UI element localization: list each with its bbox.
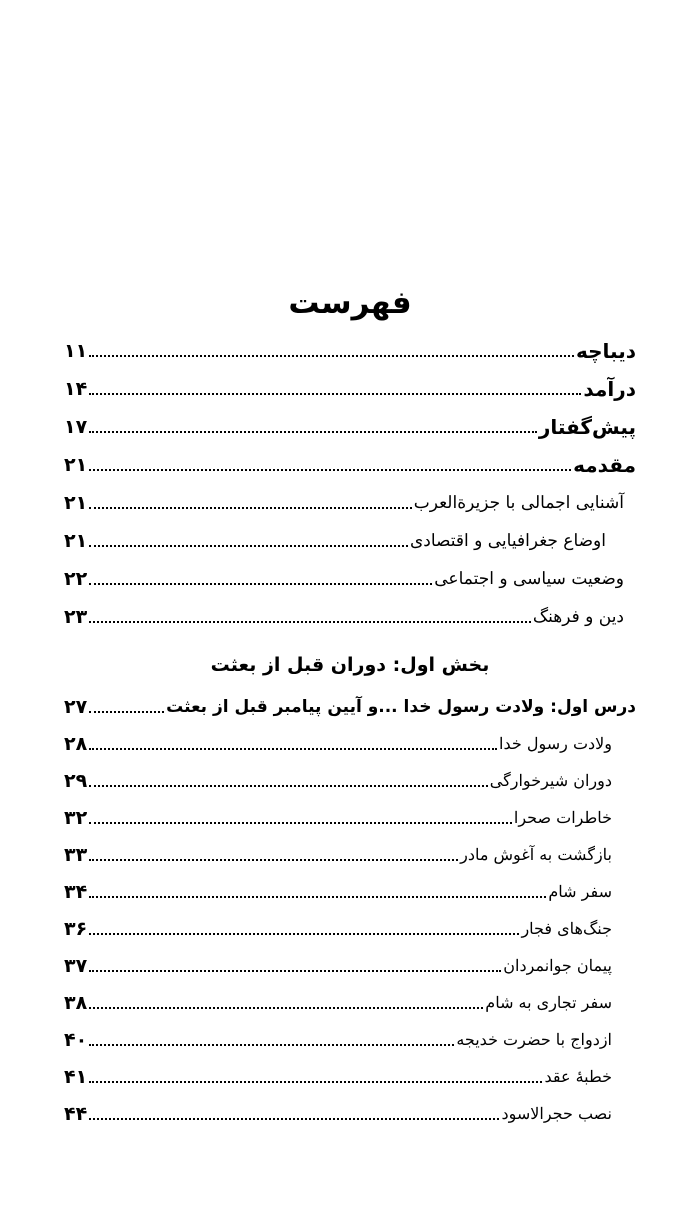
toc-entry-label: خاطرات صحرا <box>513 808 612 827</box>
leader-dots <box>89 431 537 433</box>
leader-dots <box>89 859 458 861</box>
toc-entry-page: ۲۱ <box>64 492 88 514</box>
toc-entry-label: دیباچه <box>576 339 636 363</box>
toc-subentry[interactable] <box>64 1097 636 1129</box>
leader-dots <box>89 933 519 935</box>
toc-entry-label: وضعیت سیاسی و اجتماعی <box>434 569 624 589</box>
toc-subentry[interactable] <box>64 600 636 632</box>
toc-entry-page: ۲۱ <box>64 454 88 476</box>
toc-entry-label: ولادت رسول خدا <box>499 734 612 753</box>
toc-entry-page: ۲۹ <box>64 770 88 792</box>
toc-subentry[interactable] <box>64 986 636 1018</box>
toc-entry-page: ۲۳ <box>64 606 88 628</box>
toc-entry-page: ۳۲ <box>64 807 88 829</box>
leader-dots <box>89 621 531 623</box>
toc-entry-page: ۳۴ <box>64 881 88 903</box>
leader-dots <box>89 1044 454 1046</box>
toc-entry-label: دین و فرهنگ <box>532 607 624 627</box>
toc-entry-page: ۱۷ <box>64 416 88 438</box>
toc-subentry[interactable] <box>64 875 636 907</box>
leader-dots <box>89 1118 499 1120</box>
toc-entry-label: درس اول: ولادت رسول خدا ...و آیین پیامبر قبل از بعثت <box>166 697 636 717</box>
toc-entry-label: سفر شام <box>548 882 612 901</box>
toc-subentry[interactable] <box>64 524 636 556</box>
toc-entry-label: بازگشت به آغوش مادر <box>460 845 612 864</box>
leader-dots <box>89 1007 483 1009</box>
page-title: فهرست <box>288 285 412 321</box>
toc-subentry[interactable] <box>64 912 636 944</box>
toc-entry-label: دوران شیرخوارگی <box>489 771 612 790</box>
toc-entry-prologue[interactable] <box>64 448 636 480</box>
leader-dots <box>89 748 497 750</box>
toc-subentry[interactable] <box>64 1060 636 1092</box>
toc-entry-page: ۱۱ <box>64 340 88 362</box>
toc-entry-page: ۱۴ <box>64 378 88 400</box>
toc-subentry[interactable] <box>64 562 636 594</box>
toc-entry-label: پیمان جوانمردان <box>503 956 612 975</box>
toc-entry-label: مقدمه <box>573 453 636 477</box>
toc-entry-foreword[interactable] <box>64 410 636 442</box>
toc-entry-page: ۲۷ <box>64 696 88 718</box>
toc-entry-label: سفر تجاری به شام <box>485 993 612 1012</box>
toc-entry-page: ۴۱ <box>64 1066 88 1088</box>
leader-dots <box>89 711 164 713</box>
toc-entry-page: ۳۳ <box>64 844 88 866</box>
toc-entry-label: ازدواج با حضرت خدیجه <box>456 1030 612 1049</box>
toc-entry-page: ۲۸ <box>64 733 88 755</box>
toc-entry-label: جنگ‌های فجار <box>521 919 612 938</box>
toc-subentry[interactable] <box>64 764 636 796</box>
toc-subentry[interactable] <box>64 801 636 833</box>
leader-dots <box>89 785 488 787</box>
part-heading: بخش اول: دوران قبل از بعثت <box>210 654 490 676</box>
leader-dots <box>89 469 571 471</box>
toc-entry-page: ۳۷ <box>64 955 88 977</box>
toc-entry-page: ۲۱ <box>64 530 88 552</box>
toc-entry-label: درآمد <box>583 377 636 401</box>
toc-subentry[interactable] <box>64 486 636 518</box>
toc-entry-preface[interactable] <box>64 334 636 366</box>
leader-dots <box>89 970 501 972</box>
leader-dots <box>89 393 581 395</box>
toc-entry-label: آشنایی اجمالی با جزیرةالعرب <box>413 493 624 513</box>
toc-entry-page: ۴۰ <box>64 1029 88 1051</box>
toc-entry-label: پیش‌گفتار <box>538 415 636 439</box>
leader-dots <box>89 583 432 585</box>
leader-dots <box>89 822 512 824</box>
toc-subentry[interactable] <box>64 1023 636 1055</box>
toc-entry-page: ۳۶ <box>64 918 88 940</box>
toc-entry-page: ۴۴ <box>64 1103 88 1125</box>
toc-entry-label: اوضاع جغرافیایی و اقتصادی <box>409 531 606 551</box>
toc-entry-label: نصب حجرالاسود <box>501 1104 612 1123</box>
toc-subentry[interactable] <box>64 727 636 759</box>
leader-dots <box>89 507 412 509</box>
leader-dots <box>89 545 408 547</box>
toc-entry-page: ۲۲ <box>64 568 88 590</box>
leader-dots <box>89 355 574 357</box>
toc-entry-page: ۳۸ <box>64 992 88 1014</box>
toc-subentry[interactable] <box>64 838 636 870</box>
leader-dots <box>89 896 546 898</box>
toc-subentry[interactable] <box>64 949 636 981</box>
toc-entry-introduction[interactable] <box>64 372 636 404</box>
leader-dots <box>89 1081 542 1083</box>
toc-entry-label: خطبهٔ عقد <box>544 1067 612 1086</box>
toc-entry-lesson[interactable] <box>64 690 636 722</box>
